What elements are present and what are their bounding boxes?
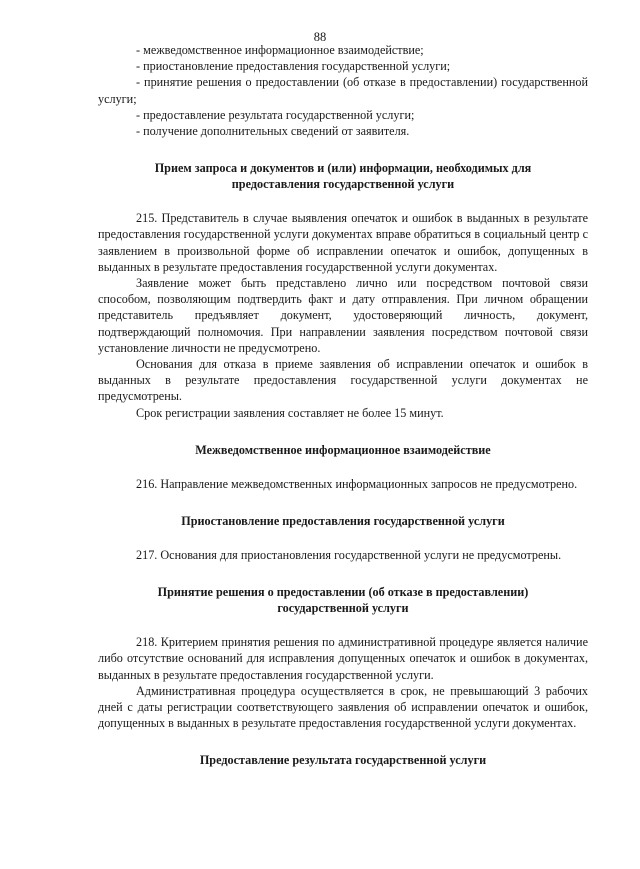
- paragraph: Срок регистрации заявления составляет не более 15 минут.: [136, 405, 444, 420]
- paragraph: 217. Основания для приостановления государственной услуги не предусмотрены.: [136, 548, 562, 563]
- section-heading: Прием запроса и документов и (или) информации, необходимых для предоставления государственной услуги: [154, 161, 532, 192]
- section-heading: Межведомственное информационное взаимодействие: [195, 442, 491, 457]
- bullet-item: - приостановление предоставления государственной услуги;: [136, 59, 451, 74]
- document-body: [98, 42, 588, 786]
- section-heading: Принятие решения о предоставлении (об отказе в предоставлении) государственной услуги: [157, 585, 529, 616]
- paragraph: 218. Критерием принятия решения по административной процедуре является наличие либо отсутствие оснований для исправления допущенных опечаток и ошибок в документах, выданных в результате предоставления государственной услуги.: [98, 635, 588, 682]
- paragraph: 215. Представитель в случае выявления опечаток и ошибок в выданных в результате предоставления государственной услуги документах вправе обратиться в социальный центр с заявлением в произвольной форме об исправлении опечаток и ошибок, допущенных в выданных в результате предоставления государственной услуги документах.: [98, 211, 588, 274]
- bullet-item: - принятие решения о предоставлении (об отказе в предоставлении) государственной услуги;: [98, 75, 588, 106]
- paragraph: Основания для отказа в приеме заявления об исправлении опечаток и ошибок в выданных в результате предоставления государственной услуги документах не предусмотрены.: [98, 357, 588, 404]
- bullet-item: - межведомственное информационное взаимодействие;: [136, 43, 424, 57]
- paragraph: 216. Направление межведомственных информационных запросов не предусмотрено.: [136, 476, 578, 491]
- section-heading: Приостановление предоставления государственной услуги: [181, 514, 505, 529]
- page-number: 88: [313, 30, 327, 44]
- bullet-item: - предоставление результата государственной услуги;: [136, 107, 415, 122]
- section-heading: Предоставление результата государственной услуги: [199, 753, 487, 768]
- bullet-list: [98, 42, 588, 139]
- paragraph: Заявление может быть представлено лично или посредством почтовой связи способом, позволяющим подтвердить факт и дату отправления. При личном обращении представитель предъявляет документ, удостоверяющий личность, документ, подтверждающий полномочия. При направлении заявления посредством почтовой связи установление личности не предусмотрено.: [98, 276, 588, 355]
- paragraph: Административная процедура осуществляется в срок, не превышающий 3 рабочих дней с даты регистрации соответствующего заявления об исправлении опечаток и ошибок, допущенных в выданных в результате предоставления государственной услуги документах.: [98, 683, 588, 731]
- bullet-item: - получение дополнительных сведений от заявителя.: [136, 124, 410, 139]
